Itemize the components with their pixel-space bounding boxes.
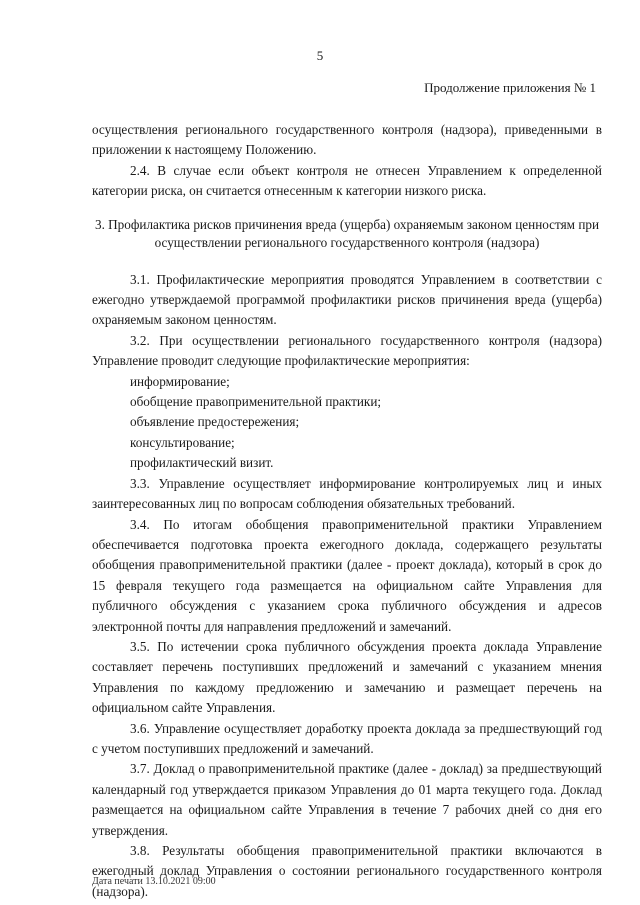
measure-list-item: объявление предостережения; xyxy=(130,414,300,430)
appendix-continuation-note: Продолжение приложения № 1 xyxy=(424,80,596,95)
paragraph-3-5: 3.5. По истечении срока публичного обсуждения проекта доклада Управление составляет перечень поступивших предложений и замечаний с указанием мнения Управления по каждому предложению и замечанию и размещает перечень на официальном сайте Управления. xyxy=(92,638,602,716)
paragraph-2-4: 2.4. В случае если объект контроля не отнесен Управлением к определенной категории риска, он считается отнесенным к категории низкого риска. xyxy=(92,162,602,199)
paragraph-3-7: 3.7. Доклад о правоприменительной практике (далее - доклад) за предшествующий календарный год утверждается приказом Управления до 01 марта текущего года. Доклад размещается на официальном сайте Управления в течение 7 рабочих дней со дня его утверждения. xyxy=(92,761,602,838)
measure-list-item: обобщение правоприменительной практики; xyxy=(130,394,382,410)
measure-list-item: консультирование; xyxy=(130,434,235,450)
section-3-title: 3. Профилактика рисков причинения вреда (ущерба) охраняемым законом ценностям при осуществлении регионального государственного контроля (надзора) xyxy=(94,216,600,250)
paragraph-3-6: 3.6. Управление осуществляет доработку проекта доклада за предшествующий год с учетом поступивших предложений и замечаний. xyxy=(92,720,602,756)
measure-list-item: профилактический визит. xyxy=(130,455,274,471)
page-number: 5 xyxy=(316,48,324,63)
paragraph-3-2: 3.2. При осуществлении регионального государственного контроля (надзора) Управление проводит следующие профилактические мероприятия: xyxy=(92,332,602,369)
paragraph-3-1: 3.1. Профилактические мероприятия проводятся Управлением в соответствии с ежегодно утверждаемой программой профилактики рисков причинения вреда (ущерба) охраняемым законом ценностям. xyxy=(92,271,602,328)
document-body xyxy=(92,120,602,902)
paragraph-3-3: 3.3. Управление осуществляет информирование контролируемых лиц и иных заинтересованных лиц по вопросам соблюдения обязательных требований. xyxy=(92,475,602,512)
paragraph-continuation: осуществления регионального государственного контроля (надзора), приведенными в приложении к настоящему Положению. xyxy=(92,122,602,158)
print-date-footer: Дата печати 13.10.2021 09:00 xyxy=(92,876,216,887)
paragraph-3-8: 3.8. Результаты обобщения правоприменительной практики включаются в ежегодный доклад Управления о состоянии регионального государственного контроля (надзора). xyxy=(92,843,602,899)
paragraph-3-4: 3.4. По итогам обобщения правоприменительной практики Управлением обеспечивается подготовка проекта ежегодного доклада, содержащего результаты обобщения правоприменительной практики (далее - проект доклада), который в срок до 15 февраля текущего года размещается на официальном сайте Управления для публичного обсуждения с указанием срока публичного обсуждения и адресов электронной почты для направления предложений и замечаний. xyxy=(92,516,602,634)
measure-list-item: информирование; xyxy=(130,373,230,389)
